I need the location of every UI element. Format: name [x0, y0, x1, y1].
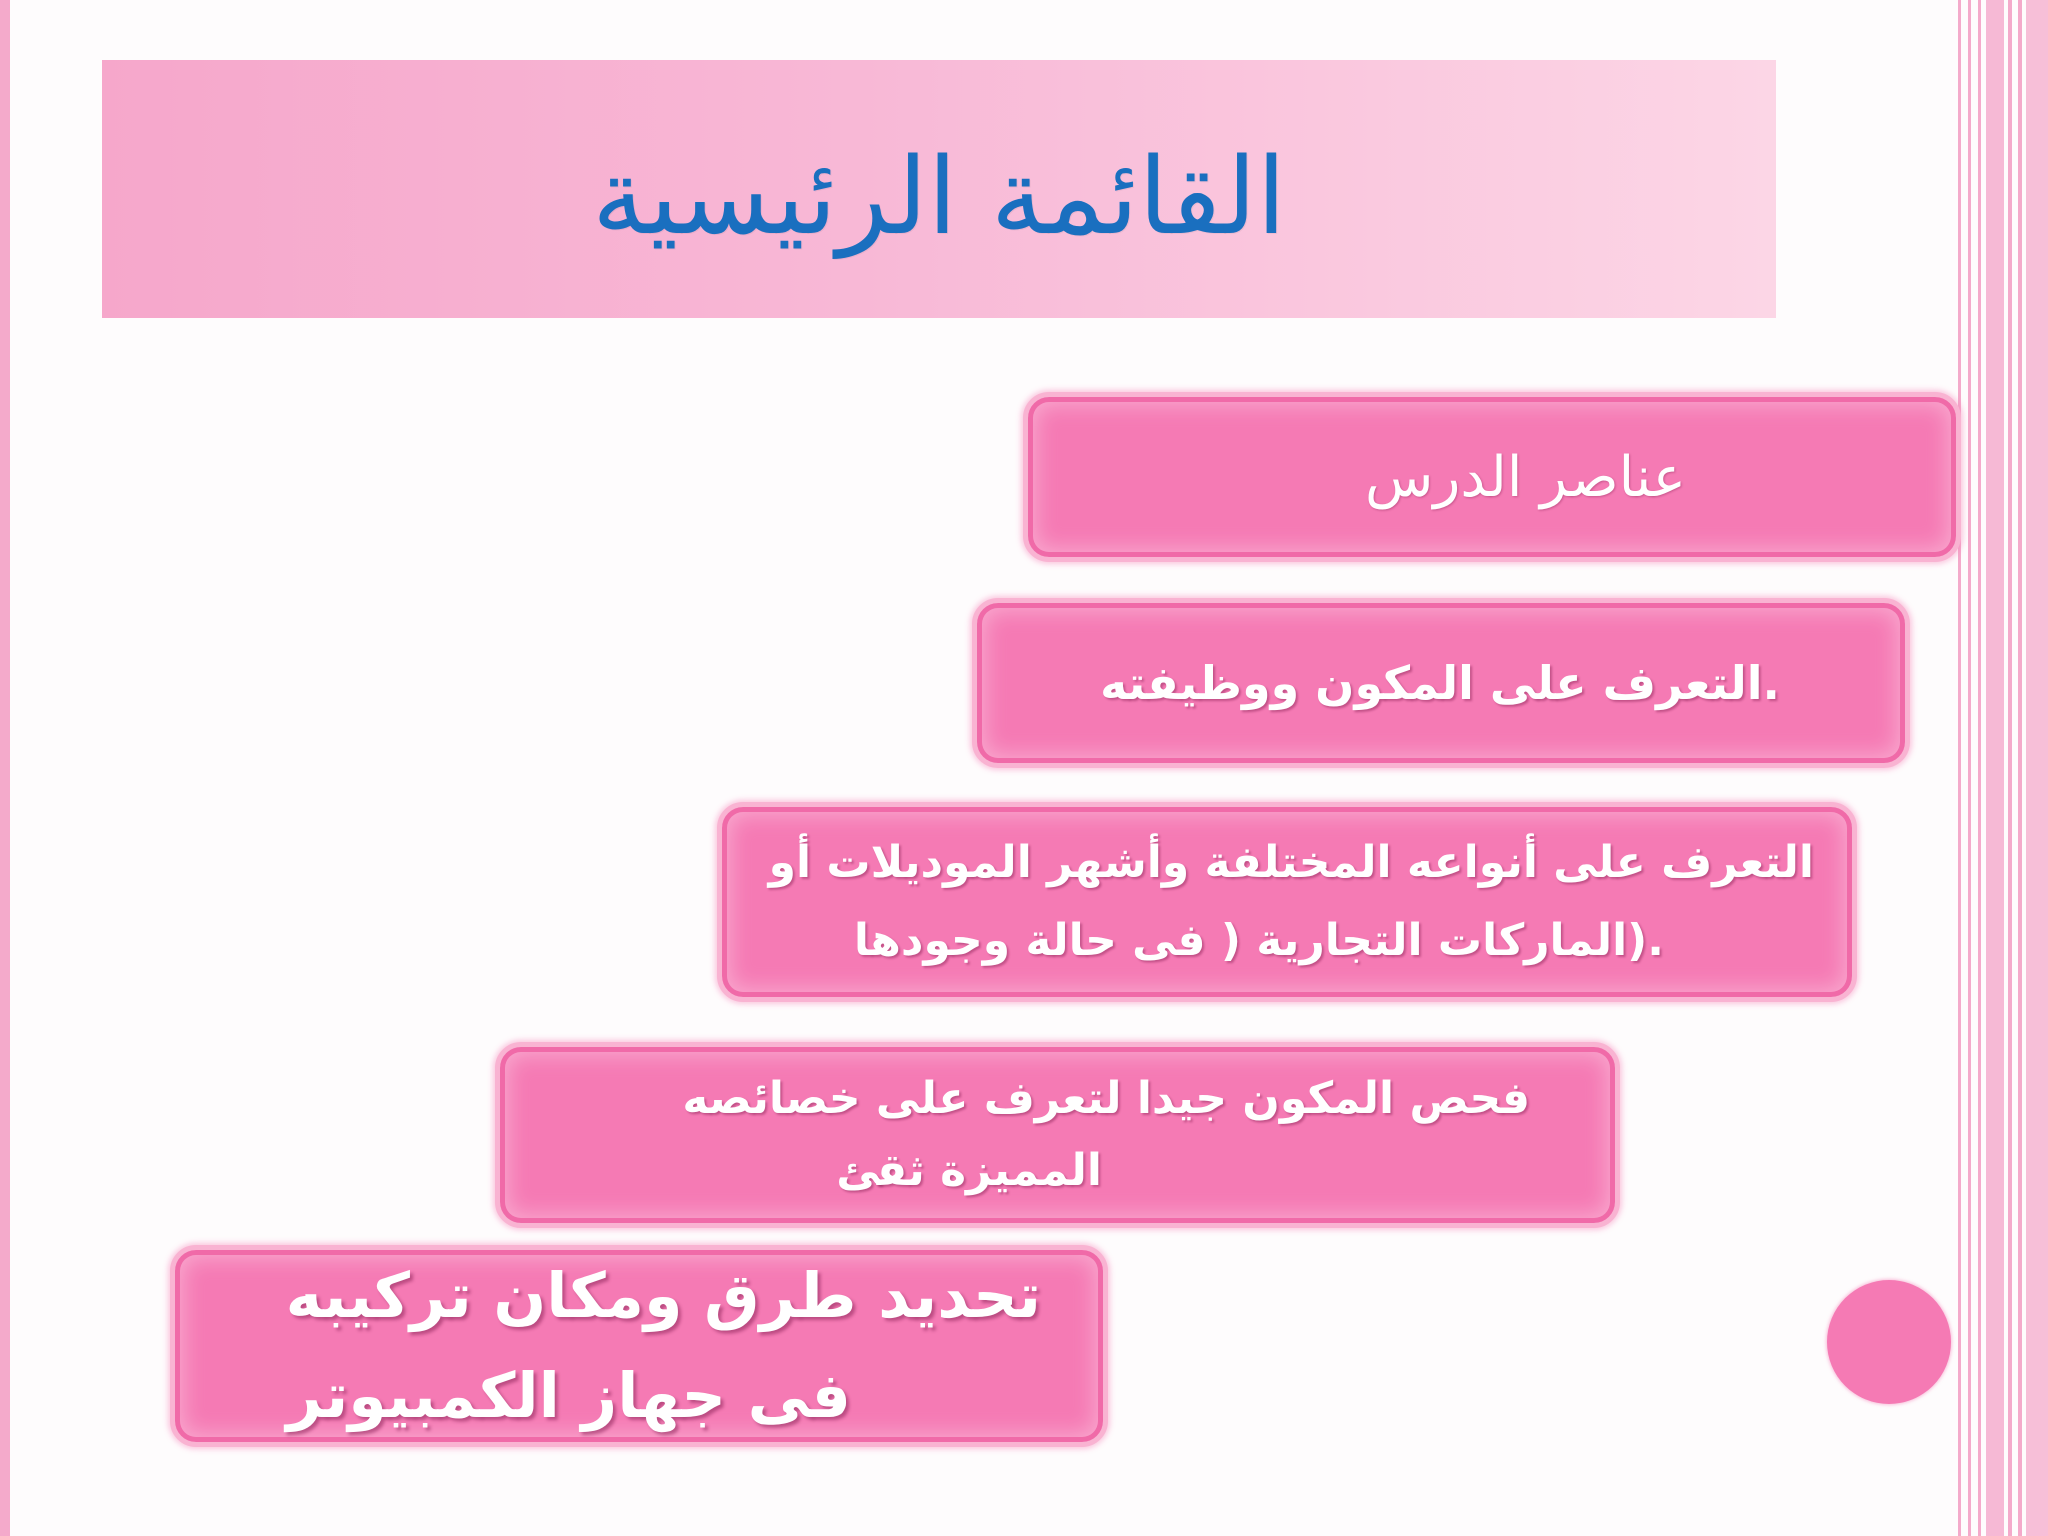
box-text-line: فى جهاز الكمبيوتر: [286, 1359, 851, 1432]
box-text-line: .التعرف على المكون ووظيفته: [1100, 656, 1780, 710]
box-text-line: المميزة ثقئ: [836, 1145, 1102, 1196]
decorative-circle: [1827, 1280, 1951, 1404]
box-text-line: التعرف على أنواعه المختلفة وأشهر الموديلات أو: [768, 837, 1814, 888]
objective-box-3: [495, 1042, 1620, 1228]
left-border-stripe: [0, 0, 10, 1536]
box-text-line: تحديد طرق ومكان تركيبه: [285, 1259, 1041, 1332]
objective-box-4: [170, 1245, 1108, 1447]
box-text-line: فحص المكون جيدا لتعرف على خصائصه: [682, 1073, 1530, 1124]
objective-box-2: [717, 802, 1857, 1002]
title-banner: [102, 60, 1776, 318]
lesson-elements-box: [1023, 392, 1961, 562]
right-decorative-stripes: [1958, 0, 2048, 1536]
slide-title: القائمة الرئيسية: [591, 134, 1287, 258]
objective-box-1: [972, 598, 1910, 768]
box-text-line: عناصر الدرس: [1364, 444, 1686, 510]
box-text-line: .(الماركات التجارية ( فى حالة وجودها: [853, 915, 1664, 966]
